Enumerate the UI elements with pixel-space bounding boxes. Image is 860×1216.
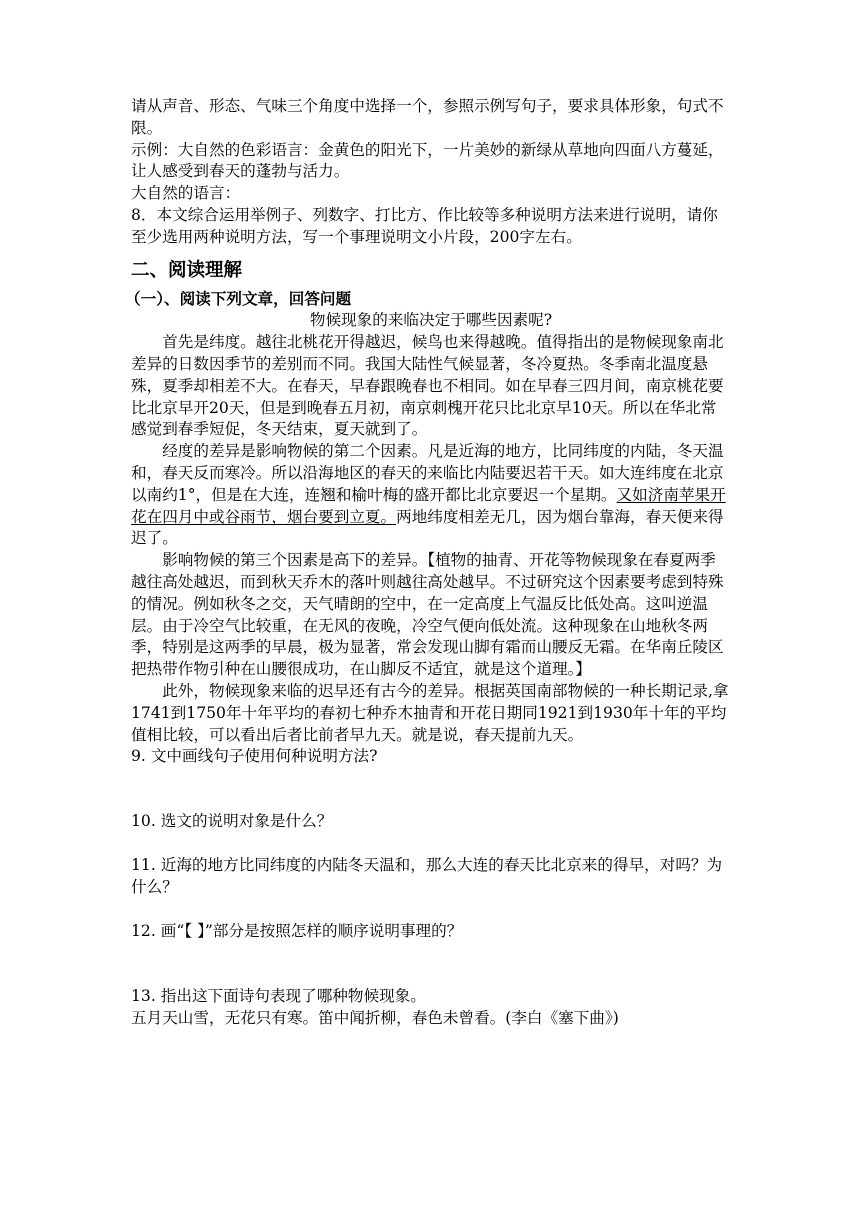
answer-space-11 xyxy=(131,899,731,921)
question-8: 8．本文综合运用举例子、列数字、打比方、作比较等多种说明方法来进行说明，请你至少选用两种说明方法，写一个事理说明文小片段，200字左右。 xyxy=(131,205,718,246)
article-paragraph-4: 此外，物候现象来临的迟早还有古今的差异。根据英国南部物候的一种长期记录,拿1741到1750年十年平均的春初七种乔木抽青和开花日期同1921到1930年十年的平均值相比较，可以看出后者比前者早九天。就是说，春天提前九天。 xyxy=(131,681,729,744)
article-paragraph-2 xyxy=(131,441,731,550)
question-13: 13. 指出这下面诗句表现了哪种物候现象。 xyxy=(131,987,426,1006)
sub-heading: （一）、阅读下列文章，回答问题 xyxy=(125,289,352,308)
answer-space-10 xyxy=(131,833,731,855)
answer-space-9 xyxy=(131,768,731,811)
question-10: 10. 选文的说明对象是什么？ xyxy=(131,812,333,831)
writing-example: 示例：大自然的色彩语言：金黄色的阳光下，一片美妙的新绿从草地向四面八方蔓延，让人感受到春天的蓬勃与活力。 xyxy=(131,140,724,181)
section-heading: 二、阅读理解 xyxy=(131,259,243,281)
writing-instruction: 请从声音、形态、气味三个角度中选择一个，参照示例写句子，要求具体形象，句式不限。 xyxy=(131,97,724,137)
poem-line: 五月天山雪，无花只有寒。笛中闻折柳，春色未曾看。(李白《塞下曲》) xyxy=(131,1009,619,1028)
paragraph-2-text-end: 两地纬度相差无几，因为烟台靠海，春天便来得迟了。 xyxy=(131,507,724,548)
answer-space-12 xyxy=(131,942,731,986)
article-paragraph-3: 影响物候的第三个因素是高下的差异。【植物的抽青、开花等物候现象在春夏两季越往高处越迟，而到秋天乔木的落叶则越往高处越早。不过研究这个因素要考虑到特殊的情况。例如秋冬之交，天气晴朗的空中，在一定高度上气温反比低处高。这叫逆温层。由于冷空气比较重，在无风的夜晚，冷空气便向低处流。这种现象在山地秋冬两季，特别是这两季的早晨，极为显著，常会发现山脚有霜而山腰反无霜。在华南丘陵区把热带作物引种在山腰很成功，在山脚反不适宜，就是这个道理。】 xyxy=(131,551,724,679)
article-title: 物候现象的来临决定于哪些因素呢? xyxy=(309,311,553,330)
underlined-sentence: 又如济南苹果开花在四月中或谷雨节，烟台要到立夏。 xyxy=(131,485,726,526)
paragraph-2-text: 经度的差异是影响物候的第二个因素。凡是近海的地方，比同纬度的内陆，冬天温和，春天反而寒冷。所以沿海地区的春天的来临比内陆要迟若干天。如大连纬度在北京以南约1°，但是在大连，连翘和榆叶梅的盛开都比北京要迟一个星期。 xyxy=(131,442,724,504)
article-paragraph-1: 首先是纬度。越往北桃花开得越迟，候鸟也来得越晚。值得指出的是物候现象南北差异的日数因季节的差别而不同。我国大陆性气候显著，冬冷夏热。冬季南北温度悬殊，夏季却相差不大。在春天，早春跟晚春也不相同。如在早春三四月间，南京桃花要比北京早开20天，但是到晚春五月初，南京刺槐开花只比北京早10天。所以在华北常感觉到春季短促，冬天结束，夏天就到了。 xyxy=(131,333,724,439)
question-9: 9. 文中画线句子使用何种说明方法? xyxy=(131,747,378,766)
answer-prompt: 大自然的语言： xyxy=(131,184,241,203)
question-11: 11. 近海的地方比同纬度的内陆冬天温和，那么大连的春天比北京来的得早，对吗？为什么？ xyxy=(131,855,723,896)
question-12: 12. 画“【 】”部分是按照怎样的顺序说明事理的？ xyxy=(131,921,463,940)
document-page xyxy=(125,96,731,1030)
